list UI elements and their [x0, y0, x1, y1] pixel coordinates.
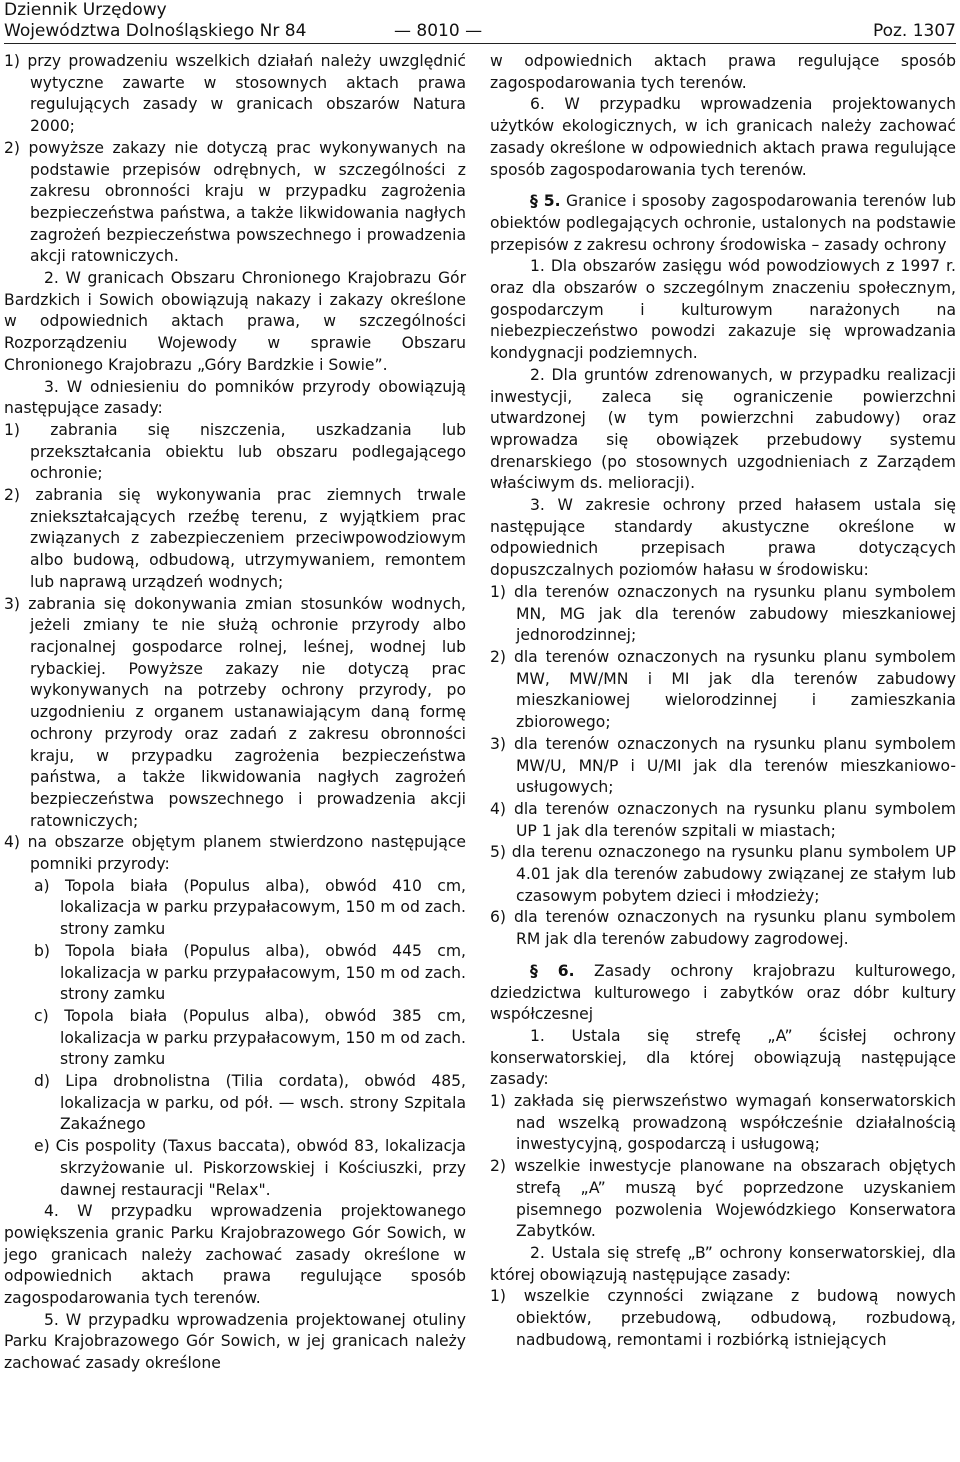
paragraph: [4, 138, 466, 268]
page-number: — 8010 —: [394, 21, 483, 41]
paragraph-text: 1) dla terenów oznaczonych na rysunku planu symbolem MN, MG jak dla terenów zabudowy mieszkaniowej jednorodzinnej;: [490, 582, 956, 645]
paragraph-text: 1) zakłada się pierwszeństwo wymagań konserwatorskich nad wszelką prowadzoną współcześnie działalnością inwestycyjną, gospodarczą i usługową;: [490, 1092, 956, 1154]
journal-title: Dziennik Urzędowy: [4, 0, 167, 20]
paragraph: [4, 1136, 466, 1201]
paragraph: [490, 1156, 956, 1243]
paragraph: [4, 941, 466, 1006]
paragraph: [490, 647, 956, 734]
paragraph: [4, 1071, 466, 1136]
paragraph-text: 3. W zakresie ochrony przed hałasem ustala się następujące standardy akustyczne określone w odpowiednich przepisach prawa dotyczących dopuszczalnych poziomów hałasu w środowisku:: [490, 496, 956, 580]
paragraph: [490, 495, 956, 582]
right-column: [490, 51, 956, 1351]
header-rule: [4, 43, 956, 44]
paragraph: [490, 256, 956, 365]
paragraph-text: 4. W przypadku wprowadzenia projektowanego powiększenia granic Parku Krajobrazowego Gór Sowich, w jego granicach należy zachować zasady określone w odpowiednich aktach prawa regulujące sposób zagospodarowania tych terenów.: [4, 1202, 466, 1308]
paragraph: [490, 582, 956, 647]
section-number: § 5.: [530, 192, 561, 211]
paragraph: [4, 594, 466, 833]
paragraph: [4, 876, 466, 941]
paragraph: [490, 1286, 956, 1351]
paragraph-text: 1) przy prowadzeniu wszelkich działań należy uwzględnić wytyczne zawarte w stosownych aktach prawa regulujących zasady w granicach obszarów Natura 2000;: [4, 52, 466, 136]
paragraph: [490, 365, 956, 495]
paragraph-text: 3) dla terenów oznaczonych na rysunku planu symbolem MW/U, MN/P i U/MI jak dla terenów mieszkaniowo-usługowych;: [490, 734, 956, 797]
paragraph: [4, 1201, 466, 1310]
paragraph-text: 5. W przypadku wprowadzenia projektowanej otuliny Parku Krajobrazowego Gór Sowich, w jej granicach należy zachować zasady określone: [4, 1310, 466, 1373]
paragraph: [4, 377, 466, 420]
paragraph: [4, 1310, 466, 1375]
paragraph: [490, 51, 956, 94]
paragraph: [490, 191, 956, 256]
section-number: § 6.: [530, 961, 575, 980]
paragraph-text: 1) zabrania się niszczenia, uszkadzania lub przekształcania obiektu lub obszaru podlegającego ochronie;: [4, 420, 466, 483]
paragraph-text: 5) dla terenu oznaczonego na rysunku planu symbolem UP 4.01 jak dla terenów zabudowy związanej ze stałym lub czasowym pobytem dzieci i młodzieży;: [490, 843, 956, 905]
paragraph-text: 2) wszelkie inwestycje planowane na obszarach objętych strefą „A” muszą być poprzedzone uzyskaniem pisemnego pozwolenia Wojewódzkiego Konserwatora Zabytków.: [490, 1157, 956, 1241]
paragraph-text: b) Topola biała (Populus alba), obwód 445 cm, lokalizacja w parku przypałacowym, 150 m od zach. strony zamku: [34, 941, 466, 1004]
paragraph: [490, 842, 956, 907]
paragraph-text: c) Topola biała (Populus alba), obwód 385 cm, lokalizacja w parku przypałacowym, 150 m od zach. strony zamku: [34, 1006, 466, 1069]
paragraph-text: 1) wszelkie czynności związane z budową nowych obiektów, przebudową, odbudową, rozbudową, nadbudową, remontami i rozbiórką istniejących: [490, 1287, 956, 1349]
paragraph-text: 1. Ustala się strefę „A” ścisłej ochrony konserwatorskiej, dla której obowiązują następujące zasady:: [490, 1026, 956, 1089]
paragraph: [490, 734, 956, 799]
journal-issue: Województwa Dolnośląskiego Nr 84: [4, 21, 307, 41]
paragraph-text: d) Lipa drobnolistna (Tilia cordata), obwód 485, lokalizacja w parku, od pół. — wsch. strony Szpitala Zakaźnego: [34, 1072, 466, 1134]
paragraph: [490, 799, 956, 842]
paragraph-text: 2) powyższe zakazy nie dotyczą prac wykonywanych na podstawie przepisów odrębnych, w szczególności z zakresu obronności kraju w przypadku zagrożenia bezpieczeństwa państwa, a także likwidowania nagłych zagrożeń bezpieczeństwa powszechnego i prowadzenia akcji ratowniczych.: [4, 138, 466, 266]
paragraph-text: 1. Dla obszarów zasięgu wód powodziowych z 1997 r. oraz dla obszarów o szczególnym znaczeniu społecznym, gospodarczym i kulturowym narażonych na niebezpieczeństwo powodzi zakazuje się wprowadzania kondygnacji podziemnych.: [490, 257, 956, 363]
paragraph-text: 4) dla terenów oznaczonych na rysunku planu symbolem UP 1 jak dla terenów szpitali w miastach;: [490, 799, 956, 840]
paragraph: [4, 832, 466, 875]
paragraph-text: 2) zabrania się wykonywania prac ziemnych trwale zniekształcających rzeźbę terenu, z wyjątkiem prac związanych z zabezpieczeniem przeciwpowodziowym albo budową, odbudową, utrzymywaniem, remontem lub naprawą urządzeń wodnych;: [4, 486, 466, 591]
paragraph: [490, 1243, 956, 1286]
paragraph-text: 4) na obszarze objętym planem stwierdzono następujące pomniki przyrody:: [4, 833, 466, 874]
paragraph: [4, 1006, 466, 1071]
paragraph-text: 2. Dla gruntów zdrenowanych, w przypadku realizacji inwestycji, zaleca się ograniczenie powierzchni utwardzonej (w tym powierzchni zabudowy) oraz wprowadza się obowiązek przebudowy systemu drenarskiego (po stosownych uzgodnieniach z Zarządem właściwym ds. melioracji).: [490, 365, 956, 493]
paragraph: [4, 268, 466, 377]
paragraph-text: w odpowiednich aktach prawa regulujące sposób zagospodarowania tych terenów.: [490, 52, 956, 92]
paragraph: [4, 420, 466, 485]
paragraph: [490, 907, 956, 950]
paragraph-text: 6. W przypadku wprowadzenia projektowanych użytków ekologicznych, w ich granicach należy zachować zasady określone w odpowiednich aktach prawa regulujące sposób zagospodarowania tych terenów.: [490, 95, 956, 179]
paragraph-text: a) Topola biała (Populus alba), obwód 410 cm, lokalizacja w parku przypałacowym, 150 m od zach. strony zamku: [34, 876, 466, 939]
paragraph-text: e) Cis pospolity (Taxus baccata), obwód 83, lokalizacja skrzyżowanie ul. Piskorzowskiej i Kościuszki, przy dawnej restauracji "Relax".: [34, 1137, 466, 1199]
paragraph: [4, 485, 466, 594]
paragraph-text: 2. W granicach Obszaru Chronionego Krajobrazu Gór Bardzkich i Sowich obowiązują nakazy i zakazy określone w odpowiednich aktach prawa, w szczególności Rozporządzeniu Wojewody w sprawie Obszaru Chronionego Krajobrazu „Góry Bardzkie i Sowie”.: [4, 269, 466, 374]
paragraph: [490, 961, 956, 1026]
paragraph-text: Granice i sposoby zagospodarowania terenów lub obiektów podlegających ochronie, ustalonych na podstawie przepisów z zakresu ochrony środowiska – zasady ochrony: [490, 192, 956, 254]
paragraph: [490, 1026, 956, 1091]
left-column: [4, 51, 466, 1375]
paragraph-text: 3) zabrania się dokonywania zmian stosunków wodnych, jeżeli zmiany te nie służą ochronie przyrody albo racjonalnej gospodarce rolnej, leśnej, wodnej lub rybackiej. Powyższe zakazy nie dotyczą prac wykonywanych na potrzeby ochrony przyrody, po uzgodnieniu z organem ustanawiającym daną formę ochrony przyrody oraz zadań z zakresu obronności kraju, w przypadku zagrożenia bezpieczeństwa państwa, a także likwidowania nagłych zagrożeń bezpieczeństwa powszechnego i prowadzenia akcji ratowniczych;: [4, 594, 466, 830]
paragraph: [490, 94, 956, 181]
paragraph-text: 2) dla terenów oznaczonych na rysunku planu symbolem MW, MW/MN i MI jak dla terenów zabudowy mieszkaniowej wielorodzinnej i zamieszkania zbiorowego;: [490, 647, 956, 732]
paragraph: [4, 51, 466, 138]
paragraph: [490, 1091, 956, 1156]
paragraph-text: Zasady ochrony krajobrazu kulturowego, dziedzictwa kulturowego i zabytków oraz dóbr kultury współczesnej: [490, 961, 956, 1024]
paragraph-text: 6) dla terenów oznaczonych na rysunku planu symbolem RM jak dla terenów zabudowy zagrodowej.: [490, 908, 956, 949]
page-header: [4, 0, 956, 44]
paragraph-text: 3. W odniesieniu do pomników przyrody obowiązują następujące zasady:: [4, 377, 466, 418]
position-number: Poz. 1307: [872, 21, 956, 41]
paragraph-text: 2. Ustala się strefę „B” ochrony konserwatorskiej, dla której obowiązują następujące zasady:: [490, 1243, 956, 1284]
